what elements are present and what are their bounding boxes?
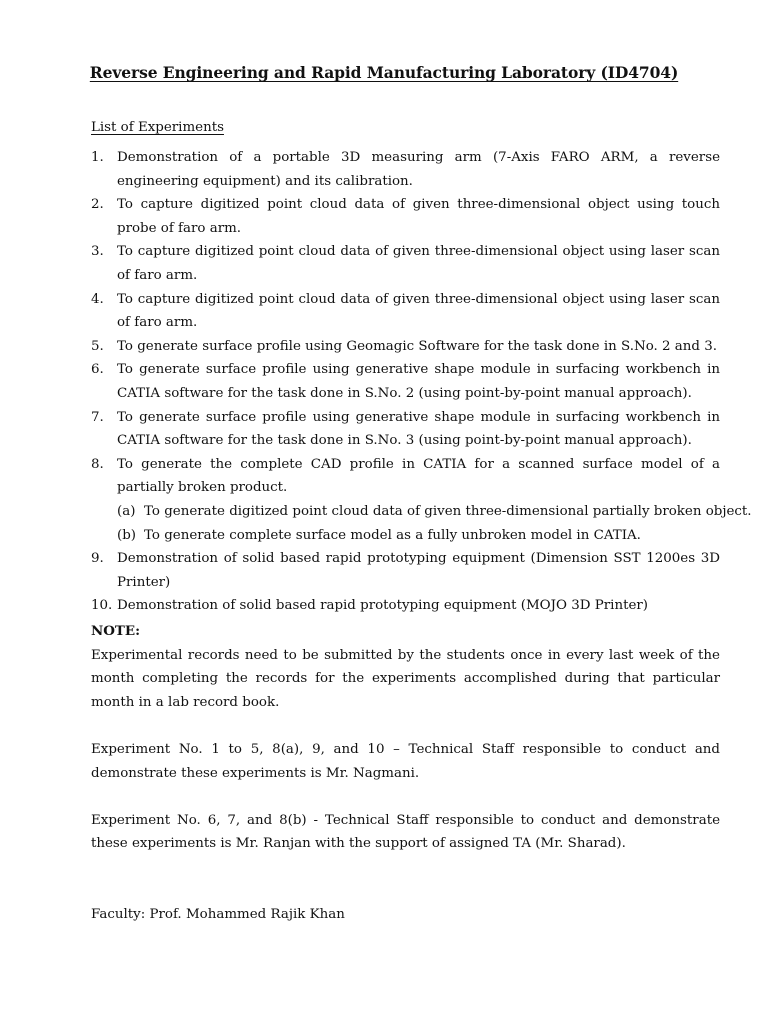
item-text: To capture digitized point cloud data of given three-dimensional object using laser scan of faro arm.	[117, 244, 720, 283]
note-paragraph: Experiment No. 1 to 5, 8(a), 9, and 10 – Technical Staff responsible to conduct and demonstrate these experiments is Mr. Nagmani.	[91, 741, 720, 781]
list-item	[91, 146, 720, 193]
page-title: Reverse Engineering and Rapid Manufacturing Laboratory (ID4704)	[89, 63, 679, 82]
sub-item-letter: (a)	[117, 503, 136, 519]
item-text: To generate surface profile using Geomagic Software for the task done in S.No. 2 and 3.	[117, 338, 718, 354]
item-number: 4.	[91, 291, 104, 307]
item-text: Demonstration of solid based rapid prototyping equipment (MOJO 3D Printer)	[117, 598, 649, 614]
item-text: To generate surface profile using generative shape module in surfacing workbench in CATIA software for the task done in S.No. 3 (using point-by-point manual approach).	[117, 409, 720, 449]
item-number: 6.	[91, 362, 104, 378]
item-text: Demonstration of solid based rapid prototyping equipment (Dimension SST 1200es 3D Printer)	[117, 551, 720, 590]
item-text: To generate surface profile using generative shape module in surfacing workbench in CATIA software for the task done in S.No. 2 (using point-by-point manual approach).	[117, 362, 720, 401]
item-number: 3.	[91, 244, 104, 260]
item-text: To generate the complete CAD profile in CATIA for a scanned surface model of a partially broken product.	[117, 456, 720, 496]
note-section	[91, 620, 720, 856]
list-item	[91, 406, 720, 453]
sub-list	[117, 500, 752, 547]
note-heading: NOTE:	[91, 623, 141, 639]
sub-list-item	[117, 500, 752, 524]
item-number: 10.	[91, 598, 113, 614]
item-number: 7.	[91, 409, 104, 425]
item-text: Demonstration of a portable 3D measuring arm (7-Axis FARO ARM, a reverse engineering equipment) and its calibration.	[117, 150, 720, 189]
item-number: 8.	[91, 456, 104, 472]
item-number: 5.	[91, 338, 104, 354]
sub-list-item	[117, 524, 720, 548]
sub-item-text: To generate complete surface model as a fully unbroken model in CATIA.	[144, 527, 641, 543]
item-number: 2.	[91, 197, 104, 213]
item-number: 9.	[91, 551, 104, 567]
list-heading: List of Experiments	[91, 120, 224, 135]
list-item	[91, 193, 720, 240]
sub-item-letter: (b)	[117, 527, 137, 543]
item-number: 1.	[91, 150, 104, 165]
item-text: To capture digitized point cloud data of given three-dimensional object using touch probe of faro arm.	[117, 197, 720, 236]
item-text: To capture digitized point cloud data of given three-dimensional object using laser scan of faro arm.	[117, 291, 720, 331]
list-item	[91, 240, 720, 287]
list-item	[91, 547, 720, 594]
experiment-list	[91, 146, 752, 618]
faculty-line: Faculty: Prof. Mohammed Rajik Khan	[91, 907, 345, 922]
list-item	[91, 594, 720, 618]
list-item	[91, 288, 720, 335]
list-item	[91, 453, 752, 547]
sub-item-text: To generate digitized point cloud data of given three-dimensional partially broken object.	[144, 503, 752, 519]
list-item	[91, 335, 720, 359]
note-paragraph: Experimental records need to be submitted by the students once in every last week of the month completing the records for the experiments accomplished during that particular month in a lab record book.	[91, 647, 720, 710]
list-item	[91, 358, 720, 405]
note-paragraph: Experiment No. 6, 7, and 8(b) - Technical Staff responsible to conduct and demonstrate these experiments is Mr. Ranjan with the support of assigned TA (Mr. Sharad).	[91, 812, 720, 852]
